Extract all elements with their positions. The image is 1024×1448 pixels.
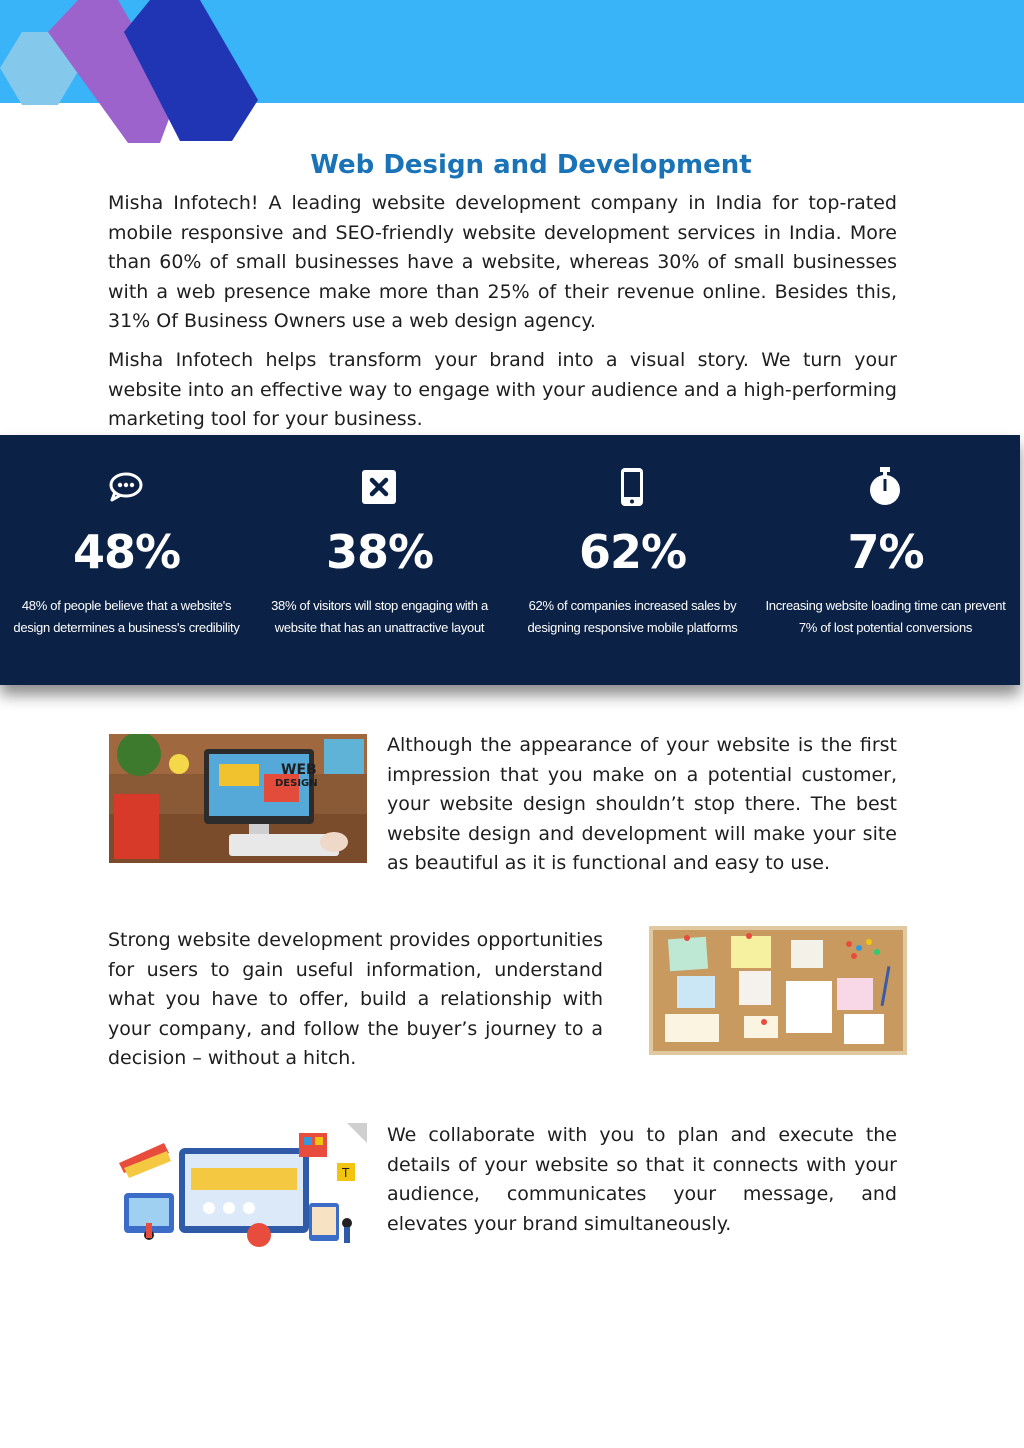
row-1-text: Although the appearance of your website is the first impression that you make on a potential customer, your website design shouldn’t stop there. The best website design and development will make your site as beautiful as it is functional and easy to use. [387, 734, 897, 875]
stat-value: 38% [325, 525, 434, 579]
stat-description: 38% of visitors will stop engaging with a website that has an unattractive layout [271, 598, 488, 635]
stat-value: 48% [72, 525, 181, 579]
stat-description: 48% of people believe that a website's design determines a business's credibility [13, 598, 240, 635]
intro-paragraph-1: Misha Infotech! A leading website development company in India for top-rated mobile responsive and SEO-friendly website development services in India. More than 60% of small businesses have a website, whereas 30% of small businesses with a web presence make more than 25% of their revenue online. Besides this, 31% Of Business Owners use a web design agency. [108, 192, 897, 333]
close-box-icon [359, 467, 399, 507]
web-design-desk-image [109, 734, 367, 863]
web-team-illustration-image [109, 1123, 367, 1252]
row-2-text: Strong website development provides opportunities for users to gain useful information, understand what you have to offer, build a relationship with your company, and follow the buyer’s journey to a decision – without a hitch. [108, 929, 603, 1070]
stats-band [0, 435, 1020, 685]
row-3-text: We collaborate with you to plan and execute the details of your website so that it connects with your audience, communicates your message, and elevates your brand simultaneously. [387, 1124, 897, 1235]
stat-description: Increasing website loading time can prevent 7% of lost potential conversions [765, 598, 1006, 635]
stat-value: 7% [847, 525, 924, 579]
page-title: Web Design and Development [310, 150, 752, 180]
stat-unattractive-layout [253, 435, 506, 685]
web-design-sign-text: DESIGN [275, 778, 318, 789]
mobile-phone-icon [612, 467, 652, 507]
intro-paragraph-2: Misha Infotech helps transform your brand into a visual story. We turn your website into an effective way to engage with your audience and a high-performing marketing tool for your business. [108, 349, 897, 431]
cork-board-notes-image [649, 926, 907, 1055]
stat-description: 62% of companies increased sales by designing responsive mobile platforms [527, 598, 738, 635]
chat-bubble-icon [106, 467, 146, 507]
stat-credibility [0, 435, 253, 685]
stat-responsive-sales [506, 435, 759, 685]
stopwatch-icon [865, 467, 905, 507]
hexagon-decoration [0, 0, 270, 150]
stat-value: 62% [578, 525, 687, 579]
illustration-sign-text: T [342, 1166, 350, 1180]
web-design-sign-text: WEB [281, 762, 317, 778]
stat-loading-time [759, 435, 1012, 685]
